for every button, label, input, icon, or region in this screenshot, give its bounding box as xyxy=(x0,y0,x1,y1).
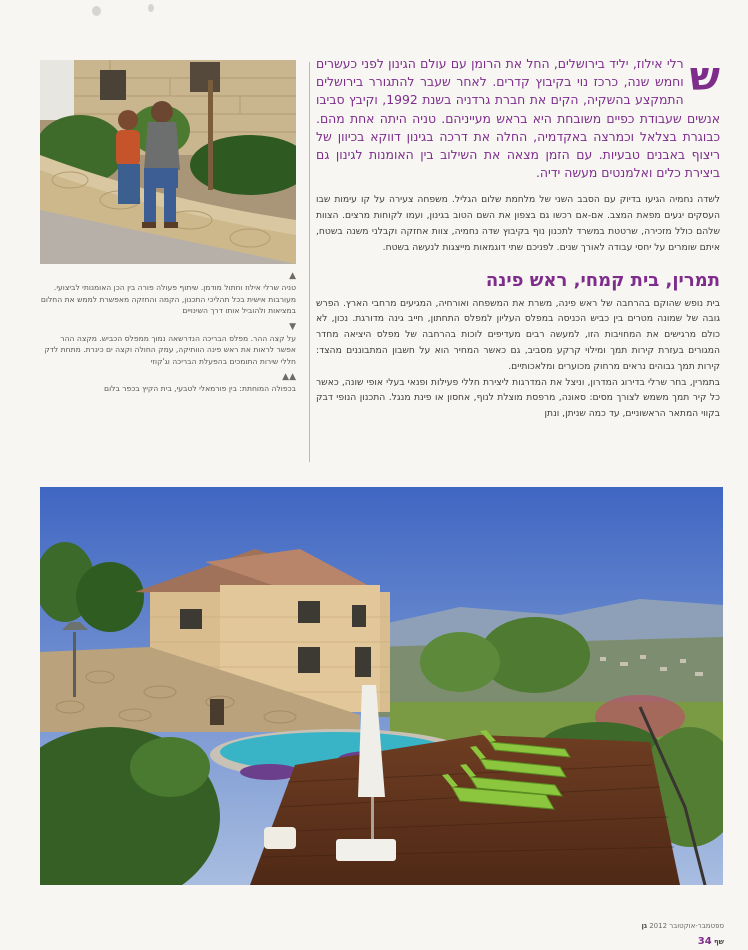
article-paragraph: בתמרין, בחר שרלי בדירוג המדרון, וניצל את המדרגות ליצירת חללי פעילות ופנאי בעלי אופי שונה, כאשר כל קיר תמך משמש לצורך מסים: סאונה, מרפסת מוצלת לנוף, אחסון או פינת מנגל. התכנון הנופי דבק בקווי המתאר הראשוניים, עד כמה שניתן, ונתן xyxy=(316,376,720,420)
caption-pool: על קצה ההר. מפלס הבריכה הנדרשאה נמוך ממפלס הכביש. מקצה ההר אפשר לראות את ראש פינה הוותיקה, עמק החולה וקצה ים כינרת. מתחת לדק חללי שירות התומכים בהפעלת הבריכה וג'קוזי xyxy=(44,333,296,366)
captions-block xyxy=(40,270,296,399)
article-lead-text: רלי אילוז, יליד בירושלים, החל את הרומן עם עולם הגינון לפני כעשרים וחמש שנה, כרכז נוי בקיבוץ קדרים. לאחר שעבר להתגורר בירושלים התמקצע בהשקיה, הקים את חברת גרדניה בשנת 1992, וקיבץ סביבו אנשים שעבודת כפיים משובחת היא בראש מעייניהם. טניה היתה אחת מהם. כבוגרת בצלאל וכמרצה באקדמיה, החלה את דרכה בגינון דווקא בכיוון של ריצוף באבנים טבעיות. עם הזמן מצאה את השילוב בין האומנות לגינון גם ביצירת כלים ואלמנטים מעשה ידיה. xyxy=(316,56,720,181)
footer-magazine: גן שף xyxy=(641,922,724,946)
article-paragraph: בית נופש שהוקם בהרחבה של ראש פינה, משרת את המשפחה ואורחיה, המגיעים מרחבי הארץ. הפרש גובה של שמונה מטרים בין כביש הכניסה במפלס העליון למפלס התחתון, חייב גינה מדורגת. נכון, לא כולם מרגישים את המחויבות הזו, למעשה רבים מעדיפים לוכות בהרחבה של מפלס היציאה מחדר המגורים בעזרת קירות תמך ומילוי קרקע מסביב, גם כאשר המחיר הוא על חשבון המתבוננים מהצד: קירות תמך גבוהים נראים מרחוק מכוערים ומלאכותיים. xyxy=(316,297,720,372)
article-column xyxy=(316,55,720,422)
footer-issue: ספטמבר-אוקטובר 2012 xyxy=(649,922,724,930)
caption-couple: טניה שרלי אילוז וחתול מודמן. שיתוף פעולה פורה בין הכן האומנותי לביצועי. מעורבות אישית בכל תהליכי התכנון, הקמה והחזקה מאפשרת לממש את החלום במציאות ולהוביל אותו דרך השינויים xyxy=(40,283,296,315)
couple-photo xyxy=(40,60,296,264)
page-number: 34 xyxy=(697,936,712,947)
column-divider xyxy=(309,62,310,462)
article-paragraph: לשדה נחמיה הגיעו בדיוק עם הסבב השני של מלחמת שלום הגליל. משפחה צעירה על קו עימות שבו העסקים יגעים מפאת המצב. אם-אם רכשו גם בצפון את השם הטוב בגינון, ועמו לקוחות מרצים. הצוות שלהם כולל מזכירה, שרטטת במשרד לתכנון נוף בקיבוץ שדה נחמיה, צוות אחזקה וקבלני משנה בשטח, איתם שומרים על יחסי עבודה לאורך שנים. לפניכם שתי דוגמאות מייצגות לנעשה בשטח. xyxy=(316,194,720,253)
page-footer xyxy=(632,918,724,947)
villa-pool-photo xyxy=(40,487,723,885)
article-lead xyxy=(316,55,720,182)
section-heading: תמרין, בית קמחי, ראש פינה xyxy=(485,269,720,291)
caption-arrow-up-icon: ▲ xyxy=(289,271,296,281)
caption-double-arrow-icon: ▲▲ xyxy=(282,372,296,382)
paper-stain xyxy=(92,6,101,16)
paper-stain xyxy=(148,4,154,12)
caption-arrow-down-icon: ▼ xyxy=(289,321,296,332)
dropcap: ש xyxy=(689,54,720,100)
caption-spread: בכפולה המוחתת: בין פורמאלי לטבעי, בית הקיץ בכפר בלום xyxy=(104,384,296,393)
